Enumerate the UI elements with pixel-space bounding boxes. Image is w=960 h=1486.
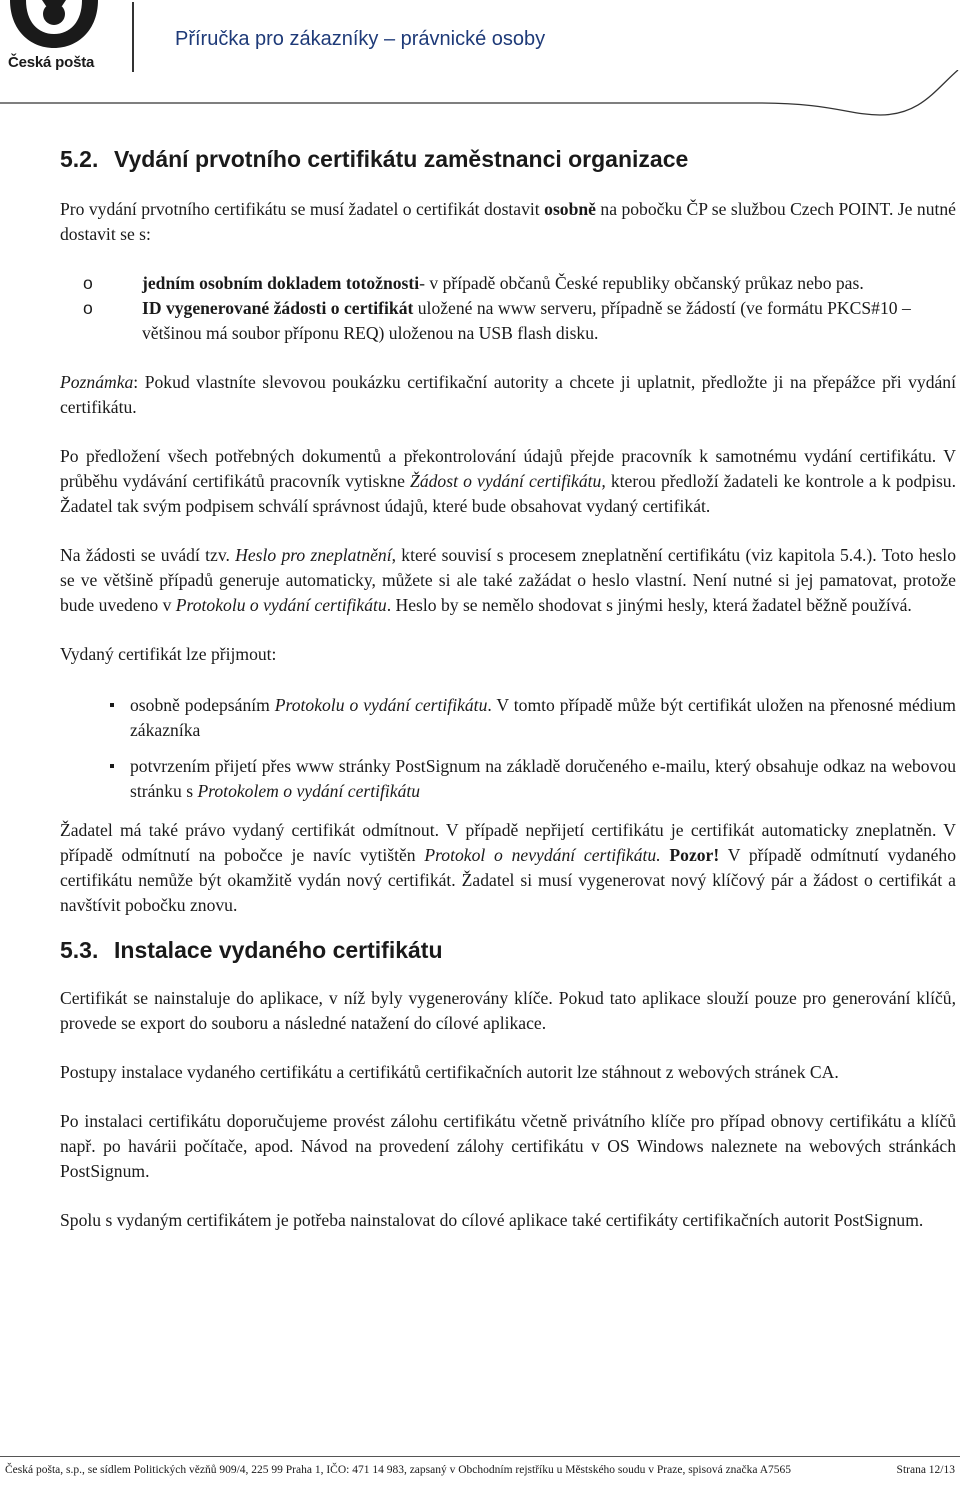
footer-company-info: Česká pošta, s.p., se sídlem Politických vězňů 909/4, 225 99 Praha 1, IČO: 471 14 983, zapsaný v Obchodním rejstříku u Městského soudu v Praze, spisová značka A7565 (5, 1464, 792, 1476)
footer-divider (0, 1456, 960, 1457)
paragraph-accept-intro: Vydaný certifikát lze přijmout: (60, 644, 277, 664)
paragraph-install-1: Certifikát se nainstaluje do aplikace, v níž byly vygenerovány klíče. Pokud tato aplikace slouží pouze pro generování klíčů, provede se export do souboru a následné natažení do cílové aplikace. (60, 988, 956, 1033)
list-item: o ID vygenerované žádosti o certifikát uložené na www serveru, případně se žádostí (ve formátu PKCS#10 – většinou má soubor příponu REQ) uloženou na USB flash disku. (83, 298, 911, 343)
post-horn-icon (6, 0, 102, 52)
header-rule (0, 70, 960, 130)
section-heading-5-2: 5.2. Vydání prvotního certifikátu zaměstnanci organizace (60, 146, 689, 172)
square-bullet-icon (110, 703, 114, 707)
header-divider (132, 2, 134, 72)
paragraph-password: Na žádosti se uvádí tzv. Heslo pro zneplatnění, které souvisí s procesem zneplatnění certifikátu (viz kapitola 5.4.). Toto heslo se ve většině případů generuje automaticky, můžete si ale také zažádat o heslo vlastní. Není nutné si jej pamatovat, protože bude uvedeno v Protokolu o vydání certifikátu. Heslo by se nemělo shodovat s jinými hesly, která žadatel běžně používá. (60, 545, 956, 615)
paragraph-issuance: Po předložení všech potřebných dokumentů a překontrolování údajů přejde pracovník k samotnému vydání certifikátu. V průběhu vydávání certifikátů pracovník vytiskne Žádost o vydání certifikátu, kterou předloží žadateli ke kontrole a k podpisu. Žadatel tak svým podpisem schválí správnost údajů, které bude obsahovat vydaný certifikát. (60, 446, 957, 516)
section-heading-5-3: 5.3. Instalace vydaného certifikátu (60, 937, 443, 963)
list-item: osobně podepsáním Protokolu o vydání certifikátu. V tomto případě může být certifikát uložen na přenosné médium zákazníka (60, 693, 956, 743)
paragraph-install-4: Spolu s vydaným certifikátem je potřeba nainstalovat do cílové aplikace také certifikáty certifikačních autorit PostSignum. (60, 1210, 924, 1230)
list-item: potvrzením přijetí přes www stránky PostSignum na základě doručeného e-mailu, který obsahuje odkaz na webovou stránku s Protokolem o vydání certifikátu (60, 754, 956, 804)
paragraph-note: Poznámka: Pokud vlastníte slevovou poukázku certifikační autority a chcete ji uplatnit, předložte ji na přepážce při vydání certifikátu. (60, 372, 956, 417)
requirements-list (60, 271, 956, 346)
list-item: o jedním osobním dokladem totožnosti- v případě občanů České republiky občanský průkaz nebo pas. (60, 271, 956, 296)
page-number: Strana 12/13 (896, 1464, 955, 1476)
ceska-posta-logo (6, 0, 106, 78)
accept-methods-list (60, 693, 956, 804)
page-header (0, 0, 960, 130)
page-footer (5, 1463, 955, 1477)
square-bullet-icon (110, 764, 114, 768)
page-content (60, 140, 956, 1257)
logo-text: Česká pošta (8, 54, 95, 71)
header-title: Příručka pro zákazníky – právnické osoby (175, 28, 546, 50)
paragraph-install-3: Po instalaci certifikátu doporučujeme provést zálohu certifikátu včetně privátního klíče pro případ obnovy certifikátu a klíčů např. po havárii počítače, apod. Návod na provedení zálohy certifikátu v OS Windows naleznete na webových stránkách PostSignum. (60, 1111, 956, 1181)
paragraph-install-2: Postupy instalace vydaného certifikátu a certifikátů certifikačních autorit lze stáhnout z webových stránek CA. (60, 1062, 839, 1082)
paragraph-intro: Pro vydání prvotního certifikátu se musí žadatel o certifikát dostavit osobně na pobočku ČP se službou Czech POINT. Je nutné dostavit se s: (60, 199, 956, 244)
circle-bullet-icon: o (83, 298, 93, 318)
paragraph-reject: Žadatel má také právo vydaný certifikát odmítnout. V případě nepřijetí certifikátu je certifikát automaticky zneplatněn. V případě odmítnutí na pobočce je navíc vytištěn Protokol o nevydání certifikátu. Pozor! V případě odmítnutí vydaného certifikátu nemůže být okamžitě vydán nový certifikát. Žadatel si musí vygenerovat nový klíčový pár a žádost o certifikát a navštívit pobočku znovu. (60, 820, 956, 915)
circle-bullet-icon: o (83, 273, 93, 293)
